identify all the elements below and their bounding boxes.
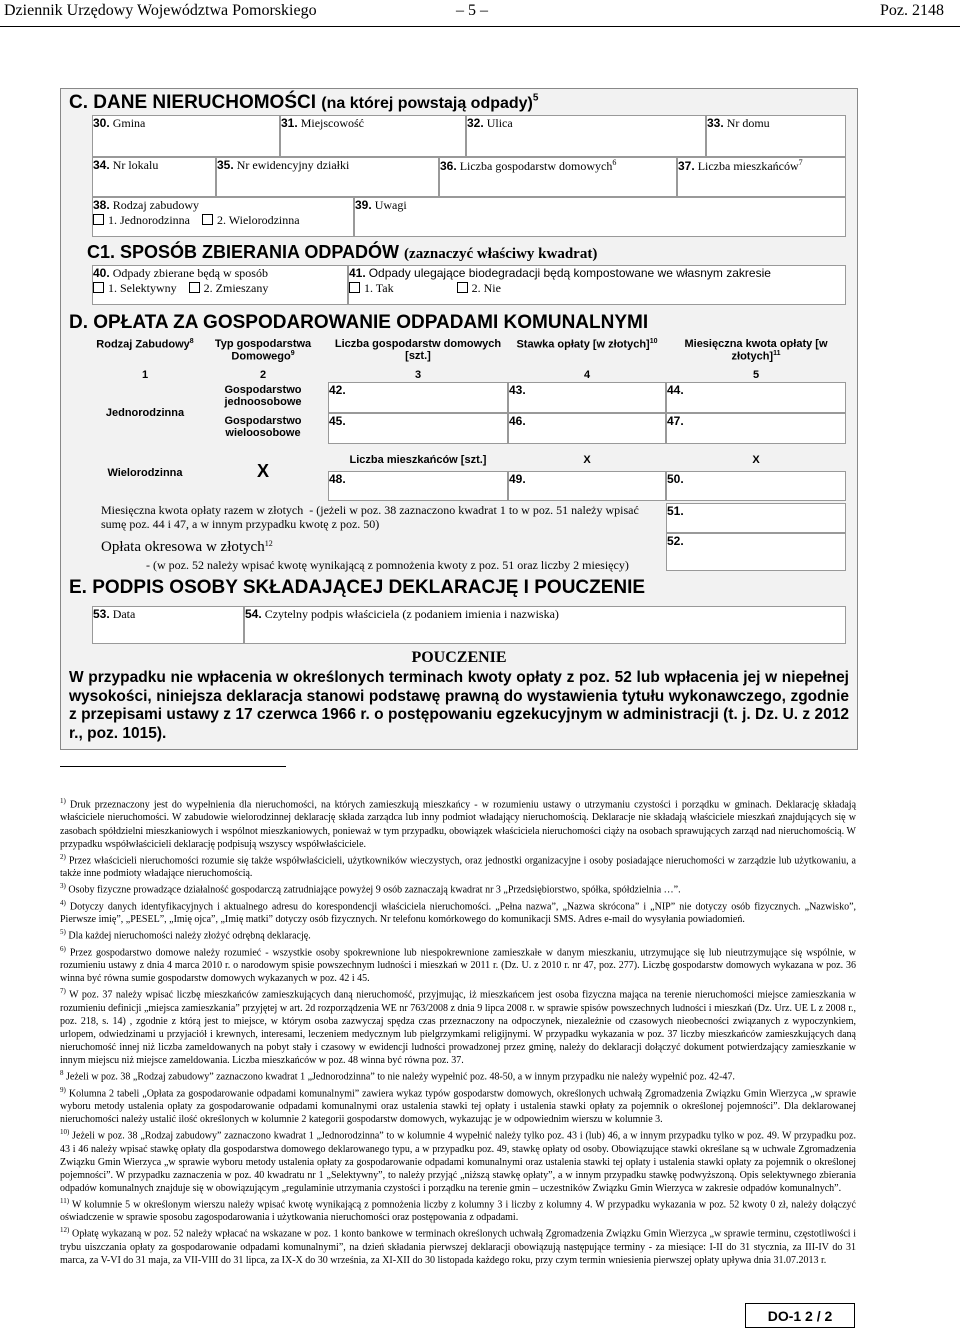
monthly-total-label: Miesięczna kwota opłaty razem w złotych - (jeżeli w poz. 38 zaznaczono kwadrat 1 to w poz. 51 należy wpisać sumę poz. 44 i 47, a w innym przypadku kwotę z poz. 50) (101, 503, 639, 531)
checkbox-wielorodzinna[interactable] (202, 214, 213, 225)
footnote (60, 943, 856, 986)
field-31[interactable]: 31. Miejscowość (280, 115, 466, 157)
type-jednoosobowe: Gospodarstwo jednoosobowe (224, 384, 302, 408)
footnote-number: 8 (60, 1069, 64, 1078)
field-37[interactable]: 37. Liczba mieszkańców$^7$ (677, 157, 846, 197)
row-jednorodzinna: Jednorodzinna (105, 407, 185, 419)
col-header-4: Stawka opłaty [w złotych]$^{10}$ (516, 338, 658, 351)
footnote (60, 1224, 856, 1267)
field-40: 40. Odpady zbierane będą w sposób 1. Selektywny 2. Zmieszany (92, 265, 348, 305)
field-32[interactable]: 32. Ulica (466, 115, 706, 157)
declaration-form (60, 88, 858, 750)
col-header-1: Rodzaj Zabudowy$^8$ (96, 338, 194, 351)
field-33[interactable]: 33. Nr domu (706, 115, 846, 157)
footnote-text: Dla każdej nieruchomości należy złożyć odrębną deklarację. (68, 930, 311, 942)
instruction-block (69, 649, 849, 743)
section-d-title: D. OPŁATA ZA GOSPODAROWANIE ODPADAMI KOMUNALNYMI (69, 312, 649, 333)
footnote-text: Kolumna 2 tabeli „Opłata za gospodarowanie odpadami komunalnymi” zawiera wykaz typów gospodarstw domowych, określonych uchwałą Zgromadzenia Związku Gmin Wierzyca „w sprawie wyboru metody ustalenia opłaty za gospodarowanie odpadami komunalnymi oraz ustalenia stawki tej opłaty i ustalenia stawki opłaty za pojemnik o określonej pojemności”. Dla deklarowanej nieruchomości należy ustalić ilość określonych w kolumnie 2 kategorii gospodarstw domowych, wykazując je w odpowiednim wierszu w kolumnie 3. (60, 1087, 857, 1126)
type-wieloosobowe: Gospodarstwo wieloosobowe (224, 415, 302, 439)
periodic-fee-label: Opłata okresowa w złotych$^{12}$ - (w poz. 52 należy wpisać kwotę wynikającą z pomnożenia kwoty z poz. 51 oraz liczby 2 miesięcy) (101, 539, 629, 572)
footnote (60, 897, 856, 927)
checkbox-zmieszany[interactable] (189, 282, 200, 293)
col4-x: X (583, 454, 591, 466)
footnote-text: Opłatę wykazaną w poz. 52 należy wpłacać na wskazane w poz. 1 konto bankowe w terminach określonych uchwałą Zgromadzenia Związku Gmin Wierzyca „w sprawie terminu, częstotliwości i trybu uiszczania opłaty za gospodarowanie odpadami komunalnymi”, na dzień składania pierwszej deklaracji obowiązują następujące terminy - za miesiące: I-II do 31 stycznia, za III-IV do 31 marca, za V-VI do 31 maja, za VII-VIII do 31 lipca, za IX-X do 30 września, za XI-XII do 30 listopada każdego roku, przy czym termin wniesienia pierwszej opłaty upływa dnia 31.07.2013 r. (60, 1228, 857, 1266)
position-number: Poz. 2148 (880, 2, 944, 19)
footnote-number: 1) (60, 797, 66, 805)
field-38: 38. Rodzaj zabudowy 1. Jednorodzinna 2. Wielorodzinna (92, 197, 354, 237)
footnote-text: W kolumnie 5 w określonym wierszu należy wpisać kwotę wynikającą z pomnożenia liczby z kolumny 3 i liczby z kolumny 4. W przypadku wykazania w poz. 52 kwoty 0 zł, należy dołączyć oświadczenie w sprawie sposobu zagospodarowania i użytkowania nieruchomości oraz postępowania z odpadami. (60, 1199, 856, 1224)
field-34[interactable]: 34. Nr lokalu (92, 157, 216, 197)
footnote-number: 4) (60, 898, 66, 907)
footnote (60, 985, 856, 1067)
footnote-text: Przez gospodarstwo domowe należy rozumieć - wszystkie osoby spokrewnione lub niespokrewnione zamieszkałe w danym mieszkaniu, utrzymujące się lub nieutrzymujące się wspólnie, w rozumieniu ustawy z dnia 4 marca 2010 r. o narodowym spisie powszechnym ludności i mieszkań w 2011 r. (Dz. U. z 2010 r. nr 47, poz. 277). Liczbę gospodarstw domowych wykazana w poz. 36 winna być równa sumie gospodarstw domowych wykazanych w poz. 42 i 45. (60, 946, 856, 985)
field-51[interactable]: 51. (666, 503, 846, 533)
footnote-number: 12) (60, 1226, 70, 1235)
field-46[interactable]: 46. (508, 413, 666, 444)
col-header-5: Miesięczna kwota opłaty [w złotych]$^{11}$ (684, 338, 828, 363)
footnote (60, 1084, 856, 1127)
col-header-3: Liczba gospodarstw domowych [szt.] (334, 338, 502, 362)
footnote (60, 926, 856, 942)
col-number-5: 5 (752, 369, 760, 381)
residents-count-label: Liczba mieszkańców [szt.] (349, 454, 487, 466)
footnote-number: 7) (60, 987, 66, 996)
field-41: 41. Odpady ulegające biodegradacji będą kompostowane we własnym zakresie 1. Tak 2. Nie (348, 265, 846, 305)
checkbox-jednorodzinna[interactable] (93, 214, 104, 225)
section-e-title: E. PODPIS OSOBY SKŁADAJĄCEJ DEKLARACJĘ I POUCZENIE (69, 577, 646, 598)
footnote-number: 2) (60, 852, 66, 861)
field-52[interactable]: 52. (666, 533, 846, 571)
footnote-text: W poz. 37 należy wpisać liczbę mieszkańców zamieszkujących daną nieruchomość, przyjmując, iż mieszkańcem jest osoba fizyczna mająca na terenie nieruchomości miejsce zamieszkania w rozumieniu definicji „miejsca zamieszkania” przyjętej w art. 2d rozporządzenia WE nr 763/2008 z dnia 9 lipca 2008 r. w sprawie spisów powszechnych ludności i mieszkań (Dz. Urz. UE L z 2008 r., poz. 218, s. 14) , zgodnie z którą jest to miejsce, w którym osoba zazwyczaj spędza czas przeznaczony na odpoczynek, niezależnie od czasowych nieobecności związanych z wypoczynkiem, urlopem, odwiedzinami u przyjaciół i krewnych, interesami, leczeniem medycznym lub pielgrzymkami religijnymi. W przypadku wykazania w poz. 37 liczby mieszkańców zamieszkujących daną nieruchomość innej niż liczba zameldowanych na pobyt stały i czasowy w ewidencji ludności prowadzonej przez gminę, należy do deklaracji dołączyć dokument potwierdzający zamieszkanie w innym miejscu niż miejsce zameldowania. Liczba mieszkańców w poz. 48 winna być równa poz. 37. (60, 989, 856, 1066)
field-47[interactable]: 47. (666, 413, 846, 444)
footnote-number: 6) (60, 944, 66, 953)
footnote-text: Przez właścicieli nieruchomości rozumie się także współwłaścicieli, użytkowników wieczystych, oraz jednostki organizacyjne i osoby posiadające nieruchomości w zarządzie lub użytkowaniu, a także inne podmioty władające nieruchomością. (60, 855, 856, 880)
not-applicable-mark: X (256, 461, 269, 481)
field-54[interactable]: 54. Czytelny podpis właściciela (z podaniem imienia i nazwiska) (244, 606, 846, 644)
section-c1-title: C1. SPOSÓB ZBIERANIA ODPADÓW (zaznaczyć właściwy kwadrat) (87, 242, 598, 262)
row-wielorodzinna: Wielorodzinna (107, 467, 183, 479)
footnote (60, 1067, 856, 1083)
footnote-number: 9) (60, 1085, 66, 1094)
checkbox-nie[interactable] (457, 282, 468, 293)
checkbox-selektywny[interactable] (93, 282, 104, 293)
field-36[interactable]: 36. Liczba gospodarstw domowych$^6$ (439, 157, 677, 197)
field-50[interactable]: 50. (666, 471, 846, 501)
footnote-text: Jeżeli w poz. 38 „Rodzaj zabudowy” zaznaczono kwadrat 1 „Jednorodzinna” to w kolumnie 4 wypełnić należy tylko poz. 43 i (lub) 46, a w innym przypadku tylko w poz. 49. W przypadku poz. 43 i 46 należy wpisać stawkę opłaty dla gospodarstwa domowego deklarowanego typu, a w przypadku poz. 49, stawkę opłaty od osoby. Obowiązujące stawki określane są w uchwale Zgromadzenia Związku Gmin Wierzyca „w sprawie wyboru metody ustalenia opłaty za gospodarowanie odpadami komunalnymi oraz ustalenia stawki tej opłaty i ustalenia stawki opłaty za pojemnik o określonej pojemności”. W przypadku zaznaczenia w poz. 40 kwadratu nr 1 „Selektywny”, to należy przyjąć „niższą stawkę opłaty”, a w innym przypadku stawkę podwyższoną. Opis selektywnego zbierania odpadów komunalnych znajduje się w obowiązującym „regulaminie utrzymania czystości i porządku na terenie gmin – uczestników Związku Gmin Wierzyca w zakresie odpadów komunalnych”. (60, 1130, 856, 1194)
field-44[interactable]: 44. (666, 382, 846, 413)
footnote-number: 11) (60, 1196, 70, 1205)
col-number-3: 3 (414, 369, 422, 381)
col-number-4: 4 (583, 369, 591, 381)
footnote-number: 5) (60, 928, 66, 937)
footnote-separator (60, 766, 286, 767)
instruction-text: W przypadku nie wpłacenia w określonych terminach kwoty opłaty z poz. 52 lub wpłacenia jej w niepełnej wysokości, niniejsza deklaracja stanowi podstawę prawną do wystawienia tytułu wykonawczego, zgodnie z przepisami ustawy z 17 czerwca 1966 r. o postępowaniu egzekucyjnym w administracji (t. j. Dz. U. z 2012 r., poz. 1015). (69, 669, 849, 742)
field-30[interactable]: 30. Gmina (92, 115, 280, 157)
checkbox-tak[interactable] (349, 282, 360, 293)
footnote-number: 3) (60, 882, 66, 891)
footnote-text: Druk przeznaczony jest do wypełnienia dla nieruchomości, na których zamieszkują mieszkańcy - w rozumieniu ustawy o utrzymaniu czystości i porządku w gminach. Deklarację składają właściciele nieruchomości. W zabudowie wielorodzinnej deklarację składa zarządca lub inny podmiot władający nieruchomością. Deklaracje nie składają właściciele mieszkań znajdujących się w zasobach spółdzielni mieszkaniowych i wspólnot mieszkaniowych, ponieważ w tym przypadku, obowiązek właściciela nieruchomości ciąży na osobach sprawujących zarząd nad nieruchomością. W przypadku współwłaścicieli deklarację podpisują wszyscy współwłaściciele. (60, 799, 857, 850)
footnotes (60, 795, 856, 1267)
footnote (60, 880, 856, 896)
page-header (0, 0, 960, 27)
field-42[interactable]: 42. (328, 382, 508, 413)
footnote-text: Dotyczy danych identyfikacyjnych i aktualnego adresu do korespondencji właściciela nieruchomości. „Pełna nazwa”, „Nazwa skrócona” i „NIP” nie dotyczy osób fizycznych. „Nazwisko”, Pierwsze imię”, „PESEL”, „Imię ojca”, „Imię matki” dotyczy osób fizycznych. Nr telefonu komórkowego do komunikacji SMS. Adres e-mail do wysyłania powiadomień. (60, 900, 857, 926)
field-48[interactable]: 48. (328, 471, 508, 501)
field-49[interactable]: 49. (508, 471, 666, 501)
footnote (60, 1126, 856, 1195)
field-35[interactable]: 35. Nr ewidencyjny działki (216, 157, 439, 197)
footnote (60, 851, 856, 881)
journal-title: Dziennik Urzędowy Województwa Pomorskiego (4, 2, 317, 19)
footnote-text: Osoby fizyczne prowadzące działalność gospodarczą zatrudniające powyżej 9 osób zaznaczają kwadrat nr 3 „Przedsiębiorstwo, spółka, spółdzielnia …”. (68, 884, 681, 896)
col5-x: X (752, 454, 760, 466)
field-53[interactable]: 53. Data (92, 606, 244, 644)
section-c-title: C. DANE NIERUCHOMOŚCI (na której powstają odpady)$^5$ (69, 92, 539, 113)
field-39[interactable]: 39. Uwagi (354, 197, 846, 237)
page-number: – 5 – (456, 2, 488, 19)
col-number-1: 1 (141, 369, 149, 381)
footnote-number: 10) (60, 1128, 70, 1137)
form-page-badge: DO-1 2 / 2 (745, 1303, 855, 1328)
col-number-2: 2 (259, 369, 267, 381)
instruction-title: POUCZENIE (411, 649, 507, 666)
footnote-text: Jeżeli w poz. 38 „Rodzaj zabudowy” zaznaczono kwadrat 1 „Jednorodzinna” to nie należy wypełnić poz. 48-50, a w innym przypadku nie należy wypełnić poz. 42-47. (66, 1071, 735, 1083)
footnote (60, 795, 856, 851)
col-header-2: Typ gospodarstwa Domowego$^9$ (214, 338, 312, 363)
field-43[interactable]: 43. (508, 382, 666, 413)
field-45[interactable]: 45. (328, 413, 508, 444)
footnote (60, 1195, 856, 1225)
